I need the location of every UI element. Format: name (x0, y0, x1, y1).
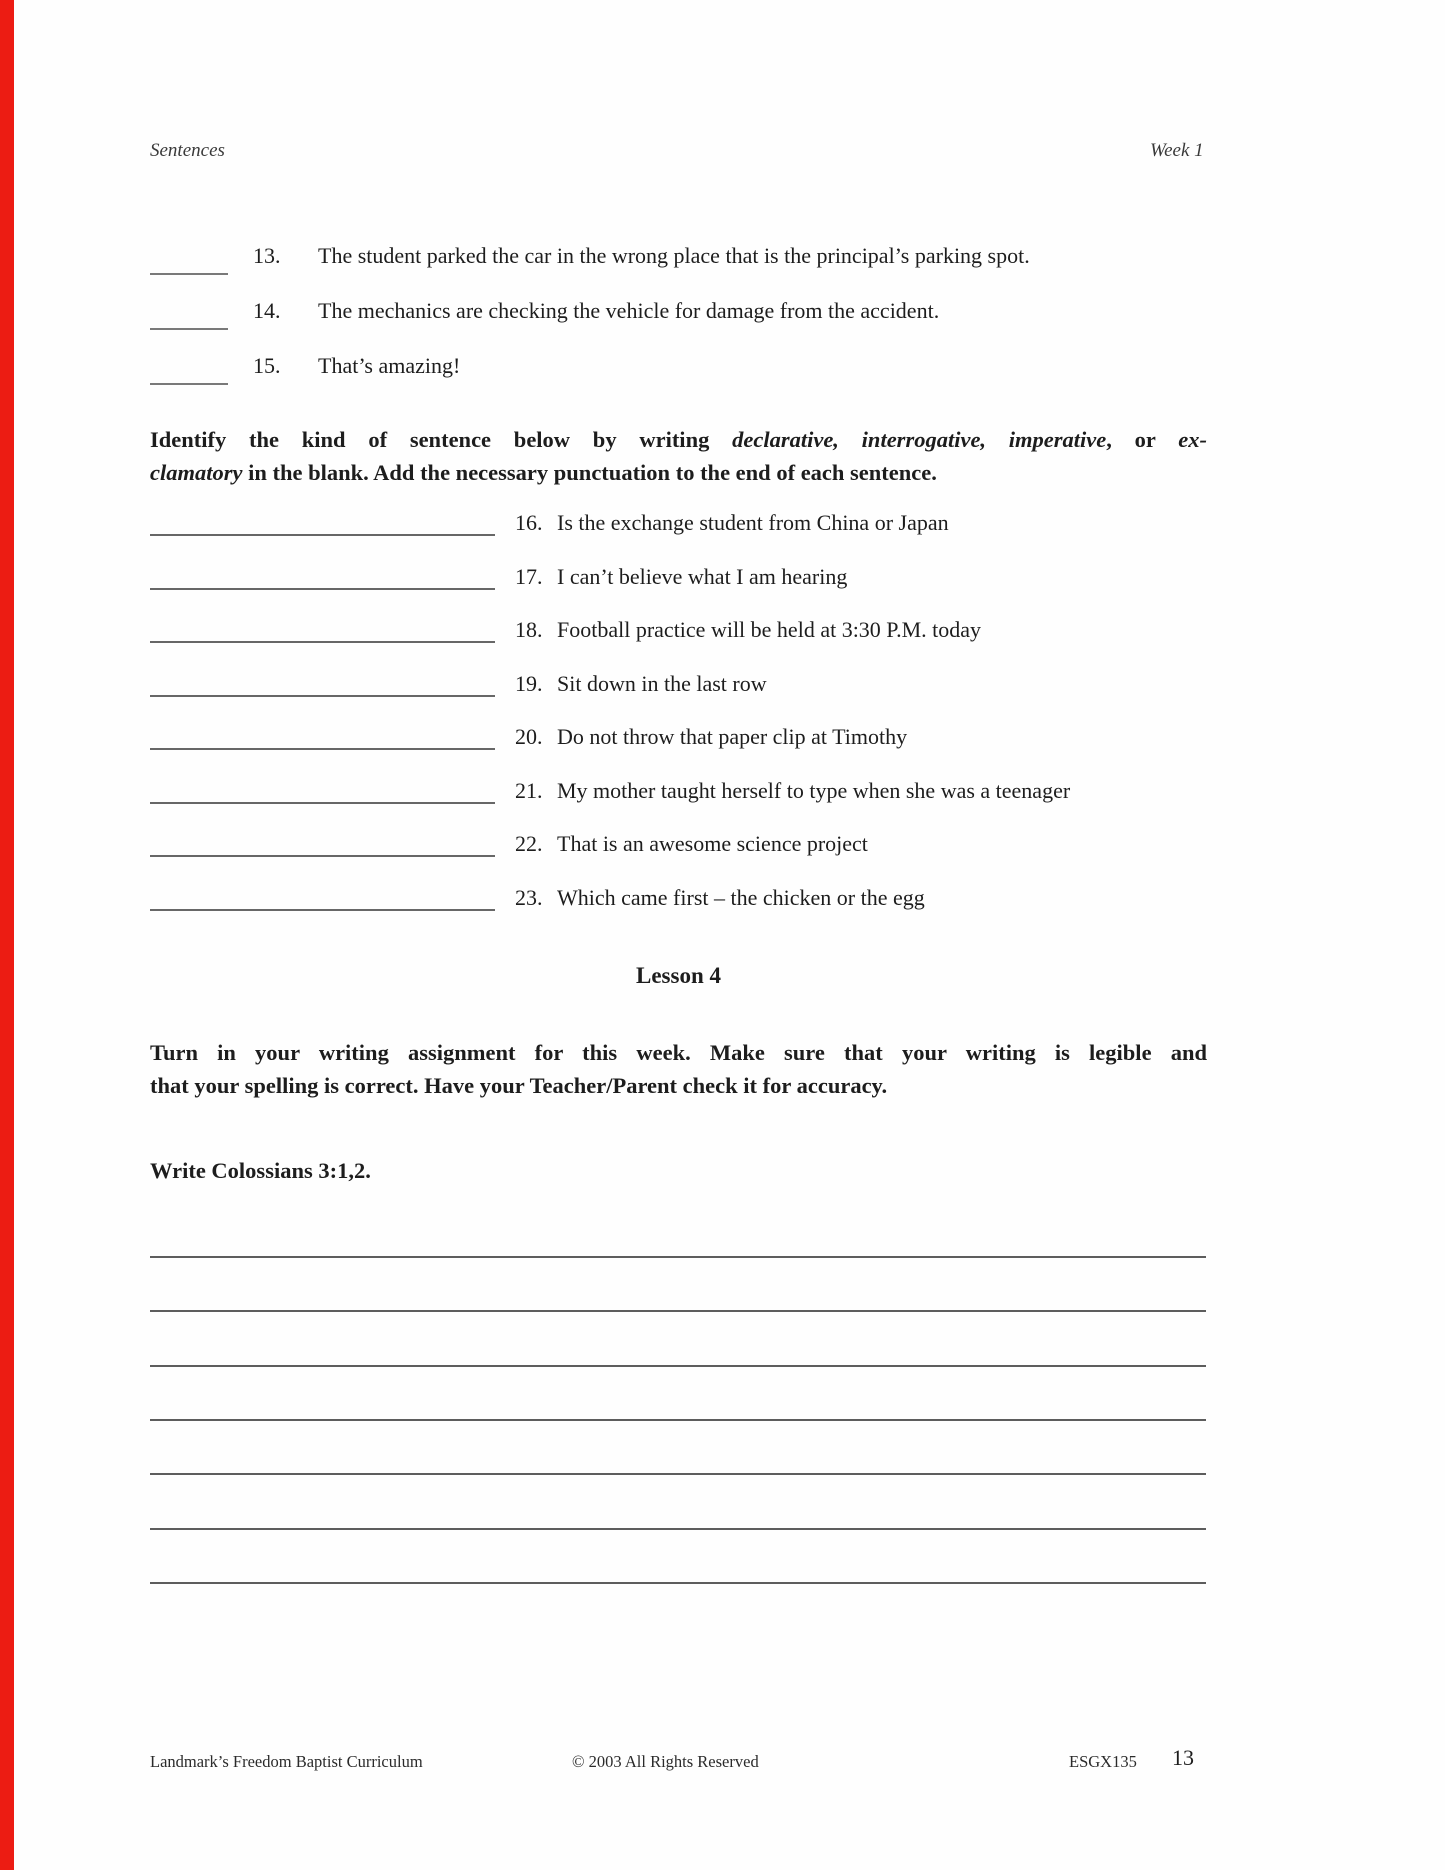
assignment-line-2: that your spelling is correct. Have your Teacher/Parent check it for accuracy. (150, 1073, 888, 1098)
instruction-paragraph (150, 423, 1207, 489)
item-sentence: The mechanics are checking the vehicle for damage from the accident. (318, 298, 940, 323)
footer-product-code: ESGX135 (1069, 1752, 1137, 1771)
writing-line (150, 1419, 1206, 1421)
answer-blank (150, 695, 495, 697)
item-sentence: Is the exchange student from China or Japan (557, 510, 949, 535)
answer-blank (150, 273, 228, 275)
write-verse-prompt: Write Colossians 3:1,2. (150, 1158, 371, 1183)
assignment-line-1: Turn in your writing assignment for this week. Make sure that your writing is legible and (150, 1040, 1207, 1065)
answer-blank (150, 328, 228, 330)
instruction-italic-term: declarative, interrogative, imperative (732, 427, 1107, 452)
answer-blank (150, 748, 495, 750)
item-number: 14. (253, 298, 281, 323)
item-number: 20. (515, 724, 543, 749)
answer-blank (150, 641, 495, 643)
item-sentence: My mother taught herself to type when she was a teenager (557, 778, 1071, 803)
item-sentence: The student parked the car in the wrong place that is the principal’s parking spot. (318, 243, 1030, 268)
header-week-label: Week 1 (1150, 140, 1204, 161)
writing-line (150, 1256, 1206, 1258)
item-sentence: That is an awesome science project (557, 831, 868, 856)
instruction-line-1 (150, 423, 1207, 456)
answer-blank (150, 534, 495, 536)
instruction-italic-term: ex- (1178, 427, 1207, 452)
item-sentence: I can’t believe what I am hearing (557, 564, 848, 589)
item-sentence: Which came first – the chicken or the egg (557, 885, 925, 910)
writing-line (150, 1582, 1206, 1584)
answer-blank (150, 909, 495, 911)
item-number: 17. (515, 564, 543, 589)
item-sentence: Do not throw that paper clip at Timothy (557, 724, 908, 749)
instruction-line-2 (150, 456, 1207, 489)
item-number: 21. (515, 778, 543, 803)
writing-line (150, 1528, 1206, 1530)
item-sentence: That’s amazing! (318, 353, 461, 378)
item-number: 15. (253, 353, 281, 378)
instruction-text: in the blank. Add the necessary punctuation to the end of each sentence. (242, 460, 937, 485)
answer-blank (150, 383, 228, 385)
item-number: 16. (515, 510, 543, 535)
item-number: 19. (515, 671, 543, 696)
lesson-heading: Lesson 4 (636, 963, 721, 988)
footer-page-number: 13 (1172, 1745, 1194, 1770)
item-number: 22. (515, 831, 543, 856)
scan-edge-stripe (0, 0, 14, 1870)
item-sentence: Football practice will be held at 3:30 P.M. today (557, 617, 982, 642)
footer-curriculum-name: Landmark’s Freedom Baptist Curriculum (150, 1752, 423, 1771)
header-section-title: Sentences (150, 140, 225, 161)
footer-copyright: © 2003 All Rights Reserved (572, 1752, 759, 1771)
answer-blank (150, 855, 495, 857)
writing-line (150, 1310, 1206, 1312)
assignment-paragraph (150, 1036, 1207, 1102)
instruction-text: , or (1106, 427, 1179, 452)
item-sentence: Sit down in the last row (557, 671, 767, 696)
item-number: 13. (253, 243, 281, 268)
answer-blank (150, 802, 495, 804)
item-number: 23. (515, 885, 543, 910)
writing-line (150, 1365, 1206, 1367)
instruction-italic-term: clamatory (150, 460, 243, 485)
item-number: 18. (515, 617, 543, 642)
answer-blank (150, 588, 495, 590)
writing-line (150, 1473, 1206, 1475)
instruction-text: Identify the kind of sentence below by writing (150, 427, 733, 452)
